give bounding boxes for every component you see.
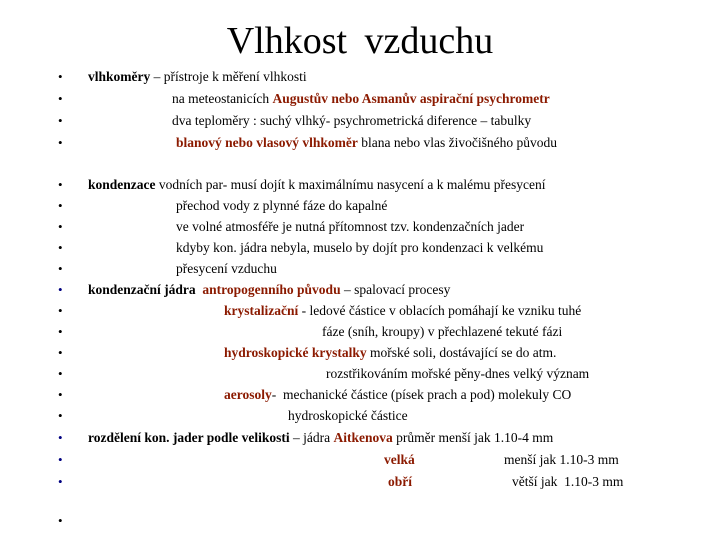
line-detail: průměr menší jak 1.10-4 mm (392, 430, 554, 445)
bullet-icon: • (58, 69, 63, 84)
list-item (0, 427, 720, 449)
line-text (224, 384, 571, 406)
line-detail: - mechanické částice (písek prach a pod) molekuly CO (271, 387, 572, 402)
line-detail: blana nebo vlas živočišného původu (357, 135, 557, 150)
bullet-icon: • (58, 135, 63, 150)
list-item (0, 237, 720, 259)
bullet-icon: • (58, 240, 63, 255)
highlight-hydroskopicke: hydroskopické krystalky (224, 345, 367, 360)
line-detail: – jádra (289, 430, 334, 445)
list-item (0, 216, 720, 238)
bullet-icon: • (58, 261, 63, 276)
bullet-icon: • (58, 345, 63, 360)
line-detail: – přístroje k měření vlhkosti (150, 69, 307, 84)
line-text: hydroskopické částice (288, 408, 408, 423)
line-text: kdyby kon. jádra nebyla, muselo by dojít pro kondenzaci k velkému (176, 240, 544, 255)
bullet-icon: • (58, 474, 63, 489)
highlight-obri: obří (388, 474, 413, 489)
term-rozdeleni: rozdělení kon. jader podle velikosti (88, 430, 290, 445)
list-item (0, 321, 720, 343)
line-text (224, 300, 581, 322)
bullet-icon: • (58, 91, 63, 106)
highlight-antropogenni: antropogenního původu (202, 282, 341, 297)
line-text: přesycení vzduchu (176, 261, 277, 276)
slide-title: Vlhkost vzduchu (226, 20, 494, 62)
list-item (0, 300, 720, 322)
line-detail: větší jak 1.10-3 mm (512, 474, 624, 489)
bullet-icon: • (58, 282, 63, 297)
line-detail: – spalovací procesy (340, 282, 451, 297)
list-item (0, 88, 720, 110)
list-item (0, 132, 720, 154)
list-item (0, 471, 720, 493)
line-text: přechod vody z plynné fáze do kapalné (176, 198, 388, 213)
line-text: rozstřikováním mořské pěny-dnes velký význam (326, 366, 590, 381)
line-text: dva teploměry : suchý vlhký- psychrometrická diference – tabulky (172, 113, 532, 128)
line-detail: na meteostanicích (172, 91, 273, 106)
term-kondenzace: kondenzace (88, 177, 156, 192)
bullet-icon: • (58, 113, 63, 128)
bullet-icon: • (58, 198, 63, 213)
list-item (0, 342, 720, 364)
list-item (0, 66, 720, 88)
term-kondenzacni-jadra: kondenzační jádra (88, 282, 196, 297)
highlight-velka: velká (384, 452, 415, 467)
list-item (0, 405, 720, 427)
line-text (176, 132, 557, 154)
bullet-icon: • (58, 513, 63, 528)
term-vlhkomery: vlhkoměry (88, 69, 151, 84)
highlight-krystalizacni: krystalizační (224, 303, 299, 318)
list-item (0, 449, 720, 471)
line-text: fáze (sníh, kroupy) v přechlazené tekuté fázi (322, 324, 563, 339)
bullet-icon: • (58, 303, 63, 318)
highlight-vlhkomer: blanový nebo vlasový vlhkoměr (176, 135, 358, 150)
line-text (88, 66, 307, 88)
list-item (0, 258, 720, 280)
line-text (224, 342, 556, 364)
line-text (88, 279, 450, 301)
line-text: ve volné atmosféře je nutná přítomnost tzv. kondenzačních jader (176, 219, 525, 234)
list-item (0, 110, 720, 132)
line-text (88, 427, 553, 449)
list-item (0, 174, 720, 196)
list-item (0, 195, 720, 217)
highlight-psychrometr: Augustův nebo Asmanův aspirační psychrometr (272, 91, 550, 106)
line-detail: mořské soli, dostávající se do atm. (366, 345, 557, 360)
line-detail: menší jak 1.10-3 mm (504, 452, 619, 467)
bullet-icon: • (58, 177, 63, 192)
line-text (172, 88, 550, 110)
line-text (88, 174, 546, 196)
bullet-icon: • (58, 452, 63, 467)
bullet-icon: • (58, 387, 63, 402)
highlight-aitkenova: Aitkenova (333, 430, 393, 445)
line-detail: - ledové částice v oblacích pomáhají ke vzniku tuhé (298, 303, 582, 318)
list-item (0, 510, 720, 532)
highlight-aerosoly: aerosoly (224, 387, 272, 402)
bullet-icon: • (58, 430, 63, 445)
bullet-icon: • (58, 366, 63, 381)
list-item (0, 279, 720, 301)
bullet-icon: • (58, 408, 63, 423)
line-detail: vodních par- musí dojít k maximálnímu nasycení a k malému přesycení (155, 177, 546, 192)
bullet-icon: • (58, 324, 63, 339)
list-item (0, 363, 720, 385)
list-item (0, 384, 720, 406)
bullet-icon: • (58, 219, 63, 234)
